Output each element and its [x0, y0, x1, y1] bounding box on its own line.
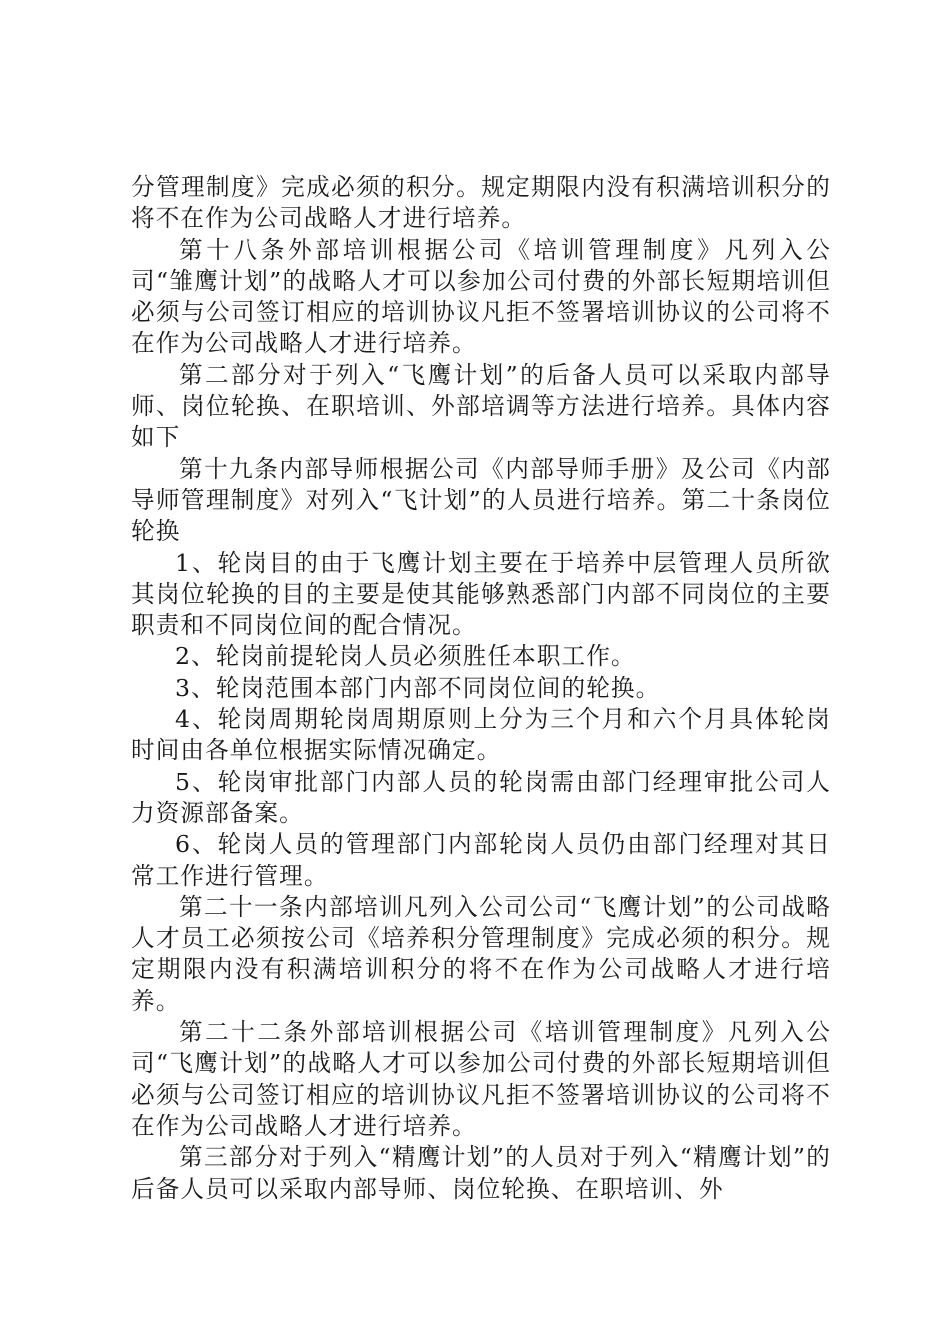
paragraph-rotation-period: 4、轮岗周期轮岗周期原则上分为三个月和六个月具体轮岗时间由各单位根据实际情况确定。: [131, 705, 831, 765]
paragraph-rotation-management: 6、轮岗人员的管理部门内部轮岗人员仍由部门经理对其日常工作进行管理。: [131, 830, 831, 890]
paragraph-rotation-purpose: 1、轮岗目的由于飞鹰计划主要在于培养中层管理人员所欲其岗位轮换的目的主要是使其能够熟悉部门内部不同岗位的主要职责和不同岗位间的配合情况。: [131, 548, 831, 640]
paragraph-continuation: 分管理制度》完成必须的积分。规定期限内没有积满培训积分的将不在作为公司战略人才进行培养。: [131, 173, 831, 233]
paragraph-part-2: 第二部分对于列入“飞鹰计划”的后备人员可以采取内部导师、岗位轮换、在职培训、外部培调等方法进行培养。具体内容如下: [131, 360, 831, 452]
document-body: [131, 172, 831, 1205]
paragraph-article-21: 第二十一条内部培训凡列入公司公司“飞鹰计划”的公司战略人才员工必须按公司《培养积分管理制度》完成必须的积分。规定期限内没有积满培训积分的将不在作为公司战略人才进行培养。: [131, 892, 831, 1015]
paragraph-article-22: 第二十二条外部培训根据公司《培训管理制度》凡列入公司“飞鹰计划”的战略人才可以参加公司付费的外部长短期培训但必须与公司签订相应的培训协议凡拒不签署培训协议的公司将不在作为公司战略人才进行培养。: [131, 1018, 831, 1140]
paragraph-rotation-scope: 3、轮岗范围本部门内部不同岗位间的轮换。: [175, 673, 661, 702]
paragraph-rotation-approval: 5、轮岗审批部门内部人员的轮岗需由部门经理审批公司人力资源部备案。: [131, 767, 831, 827]
paragraph-part-3: 第三部分对于列入“精鹰计划”的人员对于列入“精鹰计划”的后备人员可以采取内部导师、岗位轮换、在职培训、外: [131, 1143, 831, 1203]
paragraph-article-19: 第十九条内部导师根据公司《内部导师手册》及公司《内部导师管理制度》对列入“飞计划”的人员进行培养。第二十条岗位轮换: [131, 454, 831, 546]
paragraph-article-18: 第十八条外部培训根据公司《培训管理制度》凡列入公司“雏鹰计划”的战略人才可以参加公司付费的外部长短期培训但必须与公司签订相应的培训协议凡拒不签署培训协议的公司将不在作为公司战略人才进行培养。: [131, 235, 831, 358]
paragraph-rotation-premise: 2、轮岗前提轮岗人员必须胜任本职工作。: [175, 642, 636, 671]
